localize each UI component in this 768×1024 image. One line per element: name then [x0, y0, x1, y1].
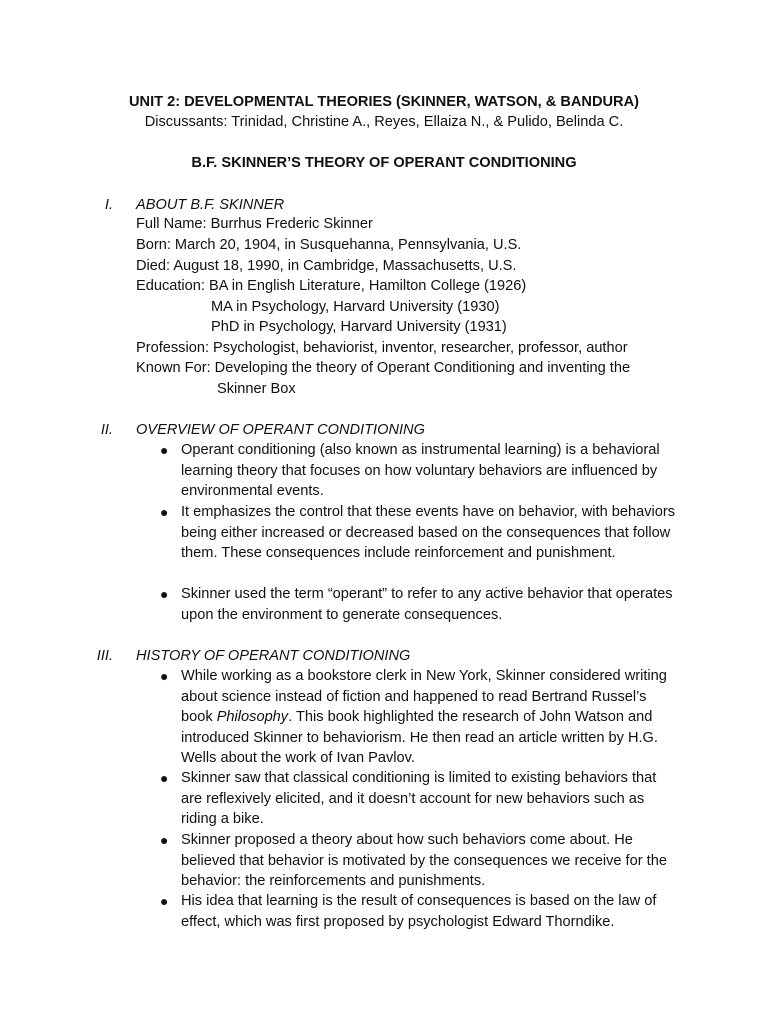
- known-for-line: Skinner Box: [217, 381, 296, 397]
- list-item-text: . This book highlighted the research of John Watson and introduced Skinner to behaviorism. He then read an article written by H.G. Wells about the work of Ivan Pavlov.: [181, 709, 658, 767]
- theory-title: B.F. SKINNER’S THEORY OF OPERANT CONDITIONING: [191, 155, 577, 171]
- list-item: Skinner used the term “operant” to refer to any active behavior that operates upon the environment to generate consequences.: [181, 586, 673, 623]
- born-line: Born: March 20, 1904, in Susquehanna, Pennsylvania, U.S.: [136, 237, 522, 253]
- section-number: III.: [96, 648, 113, 664]
- section-title: HISTORY OF OPERANT CONDITIONING: [136, 648, 411, 664]
- book-title: Philosophy: [216, 709, 289, 726]
- list-item: Skinner saw that classical conditioning is limited to existing behaviors that are reflexively elicited, and it doesn’t account for new behaviors such as riding a bike.: [181, 770, 657, 828]
- section-number: II.: [100, 422, 113, 438]
- profession-line: Profession: Psychologist, behaviorist, inventor, researcher, professor, author: [136, 340, 628, 356]
- list-item: His idea that learning is the result of consequences is based on the law of effect, which was first proposed by psychologist Edward Thorndike.: [181, 893, 657, 930]
- education-line: PhD in Psychology, Harvard University (1931): [211, 319, 507, 335]
- education-line: MA in Psychology, Harvard University (1930): [211, 299, 500, 315]
- list-item: Operant conditioning (also known as instrumental learning) is a behavioral learning theory that focuses on how voluntary behaviors are influenced by environmental events.: [181, 442, 660, 500]
- died-line: Died: August 18, 1990, in Cambridge, Massachusetts, U.S.: [136, 258, 517, 274]
- bullet-icon: ●: [160, 770, 169, 786]
- bullet-icon: ●: [160, 442, 169, 458]
- list-item: [181, 666, 681, 769]
- list-item: It emphasizes the control that these events have on behavior, with behaviors being either increased or decreased based on the consequences that follow them. These consequences include reinforcement and punishment.: [181, 504, 676, 562]
- list-item: Skinner proposed a theory about how such behaviors come about. He believed that behavior is motivated by the consequences we receive for the behavior: the reinforcements and punishments.: [181, 832, 667, 890]
- bullet-icon: ●: [160, 893, 169, 909]
- bullet-icon: ●: [160, 586, 169, 602]
- section-title: OVERVIEW OF OPERANT CONDITIONING: [136, 422, 425, 438]
- list-item-text: While working as a bookstore clerk in New York, Skinner considered writing about science instead of fiction and happened to read Bertrand Russel’s book: [181, 668, 667, 726]
- education-line: Education: BA in English Literature, Hamilton College (1926): [136, 278, 527, 294]
- unit-title: UNIT 2: DEVELOPMENTAL THEORIES (SKINNER, WATSON, & BANDURA): [129, 94, 639, 110]
- bullet-icon: ●: [160, 832, 169, 848]
- bullet-icon: ●: [160, 504, 169, 520]
- bullet-icon: ●: [160, 668, 169, 684]
- section-title: ABOUT B.F. SKINNER: [136, 197, 285, 213]
- known-for-line: Known For: Developing the theory of Operant Conditioning and inventing the: [136, 360, 631, 376]
- discussants-line: Discussants: Trinidad, Christine A., Reyes, Ellaiza N., & Pulido, Belinda C.: [144, 114, 624, 130]
- section-number: I.: [104, 197, 113, 213]
- full-name-line: Full Name: Burrhus Frederic Skinner: [136, 216, 373, 232]
